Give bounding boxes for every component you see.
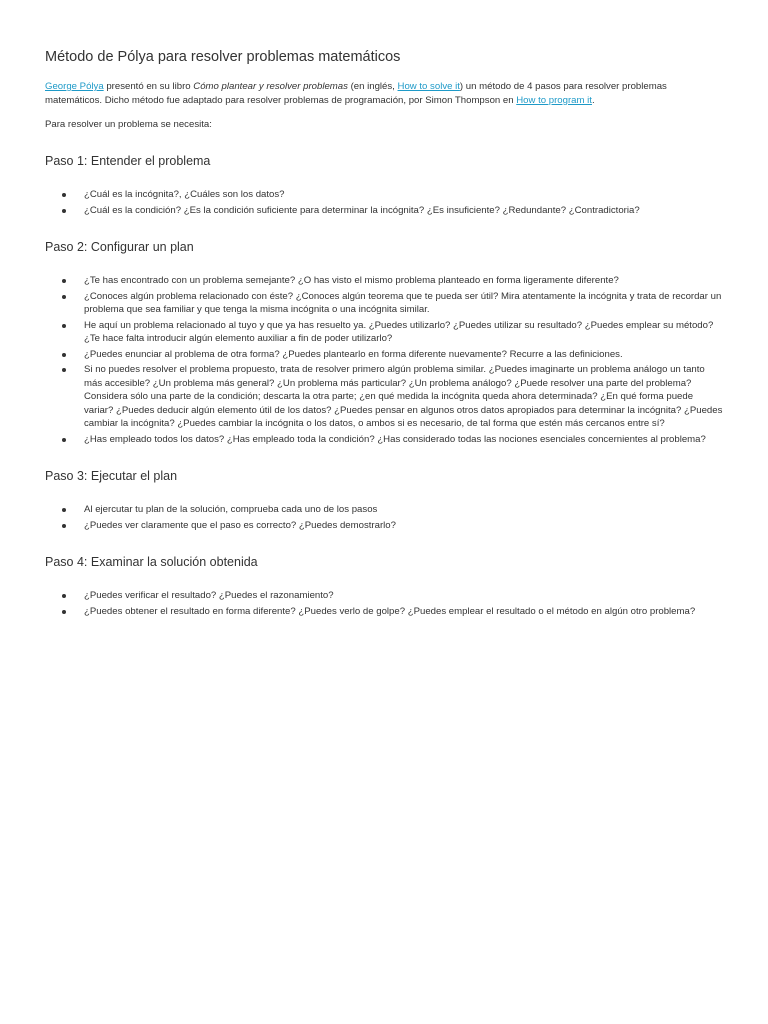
step-4-list (45, 589, 724, 618)
intro-text-1: presentó en su libro (103, 81, 194, 92)
step-1-heading: Paso 1: Entender el problema (45, 154, 211, 168)
book-title: Cómo plantear y resolver problemas (193, 81, 348, 92)
list-item: ¿Has empleado todos los datos? ¿Has empleado toda la condición? ¿Has considerado todas las nociones esenciales concernientes al problema? (84, 433, 724, 447)
step-1-list (45, 188, 724, 217)
needs-paragraph: Para resolver un problema se necesita: (45, 119, 212, 130)
step-3-list (45, 503, 724, 532)
step-2-heading: Paso 2: Configurar un plan (45, 240, 194, 254)
list-item: ¿Puedes obtener el resultado en forma diferente? ¿Puedes verlo de golpe? ¿Puedes emplear el resultado o el método en algún otro problema? (84, 605, 724, 619)
step-3-heading: Paso 3: Ejecutar el plan (45, 469, 178, 483)
list-item: He aquí un problema relacionado al tuyo y que ya has resuelto ya. ¿Puedes utilizarlo? ¿Puedes utilizar su resultado? ¿Puedes emplear su método? ¿Te hace falta introducir algún elemento auxiliar a fin de poder utilizarlo? (84, 319, 724, 346)
list-item: ¿Puedes enunciar al problema de otra forma? ¿Puedes plantearlo en forma diferente nuevamente? Recurre a las definiciones. (84, 348, 724, 362)
intro-paragraph (45, 80, 724, 108)
list-item: ¿Puedes verificar el resultado? ¿Puedes el razonamiento? (84, 589, 724, 603)
list-item: ¿Cuál es la condición? ¿Es la condición suficiente para determinar la incógnita? ¿Es insuficiente? ¿Redundante? ¿Contradictoria? (84, 204, 724, 218)
list-item: ¿Te has encontrado con un problema semejante? ¿O has visto el mismo problema planteado en forma ligeramente diferente? (84, 274, 724, 288)
list-item: ¿Cuál es la incógnita?, ¿Cuáles son los datos? (84, 188, 724, 202)
how-to-solve-it-link[interactable]: How to solve it (397, 81, 460, 92)
list-item: ¿Puedes ver claramente que el paso es correcto? ¿Puedes demostrarlo? (84, 519, 724, 533)
list-item: Si no puedes resolver el problema propuesto, trata de resolver primero algún problema similar. ¿Puedes imaginarte un problema análogo un tanto más accesible? ¿Un problema más general? ¿Un problema más particular? ¿Un problema análogo? ¿Puede resolver una parte del problema? Considera sólo una parte de la condición; descarta la otra parte; ¿en qué medida la incógnita queda ahora determinada? ¿En qué forma puede variar? ¿Puedes deducir algún elemento útil de los datos? ¿Puedes pensar en algunos otros datos apropiados para determinar la incógnita? ¿Puedes cambiar la incógnita? ¿Puedes cambiar la incógnita o los datos, o ambos si es necesario, de tal forma que estén más cercanos entre sí? (84, 364, 723, 429)
page-title: Método de Pólya para resolver problemas matemáticos (45, 49, 401, 65)
intro-text-4: . (591, 95, 595, 106)
how-to-program-it-link[interactable]: How to program it (516, 95, 592, 106)
intro-text-2: (en inglés, (347, 81, 398, 92)
list-item: ¿Conoces algún problema relacionado con éste? ¿Conoces algún teorema que te pueda ser útil? Mira atentamente la incógnita y trata de recordar un problema que sea familiar y que tenga la misma incógnita o una incógnita similar. (84, 290, 724, 317)
list-item: Al ejercutar tu plan de la solución, comprueba cada uno de los pasos (84, 503, 724, 517)
step-4-heading: Paso 4: Examinar la solución obtenida (45, 555, 258, 569)
intro-text-3: ) un método de 4 pasos para resolver problemas matemáticos. Dicho método fue adaptado para resolver problemas de programación, por Simon Thompson en (45, 81, 667, 106)
george-polya-link[interactable]: George Pólya (45, 81, 104, 92)
step-2-list (45, 274, 724, 446)
